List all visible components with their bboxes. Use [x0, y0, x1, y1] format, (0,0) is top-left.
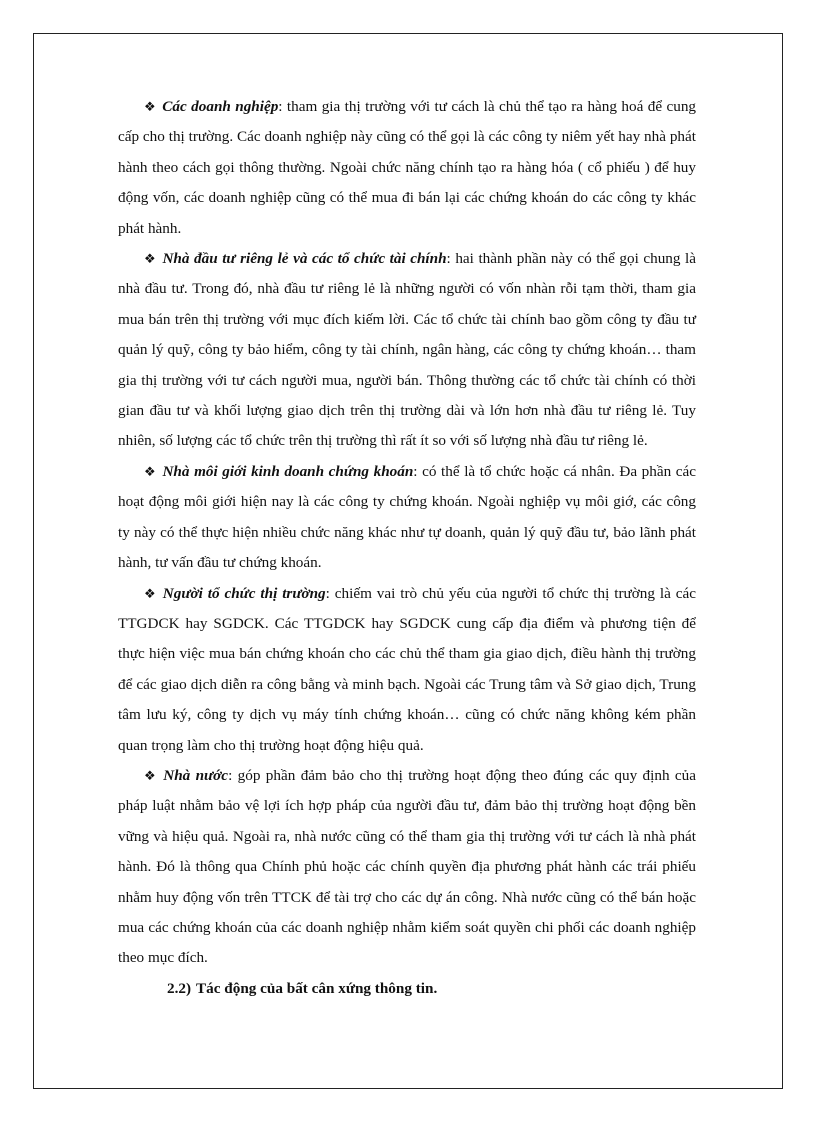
- section-period: .: [433, 979, 438, 997]
- paragraph-body: : có thể là tổ chức hoặc cá nhân. Đa phần các hoạt động môi giới hiện nay là các công ty chứng khoán. Ngoài nghiệp vụ môi giớ, các công ty này có thể thực hiện nhiều chức năng khác như tự doanh, quản lý quỹ đầu tư, bảo lãnh phát hành, tư vấn đầu tư chứng khoán.: [118, 462, 697, 572]
- paragraph-nha-nuoc: [118, 761, 696, 974]
- paragraph-lead: Người tổ chức thị trường: [162, 584, 326, 602]
- paragraph-to-chuc-thi-truong: [118, 579, 696, 761]
- paragraph-nha-dau-tu: [118, 244, 696, 457]
- paragraph-doanh-nghiep: [118, 92, 696, 244]
- section-number: 2.2): [167, 979, 192, 997]
- paragraph-lead: Các doanh nghiệp: [162, 98, 279, 115]
- paragraph-moi-gioi: [118, 457, 696, 579]
- paragraph-lead: Nhà môi giới kinh doanh chứng khoán: [162, 462, 414, 480]
- diamond-bullet-icon: ❖: [144, 767, 158, 783]
- paragraph-body: : hai thành phần này có thể gọi chung là nhà đầu tư. Trong đó, nhà đầu tư riêng lẻ là những người có vốn nhàn rỗi tạm thời, tham gia mua bán trên thị trường với mục đích kiếm lời. Các tổ chức tài chính bao gồm công ty đầu tư quản lý quỹ, công ty bảo hiểm, công ty tài chính, ngân hàng, các công ty chứng khoán… tham gia thị trường với tư cách người mua, người bán. Thông thường các tổ chức tài chính có thời gian đầu tư và khối lượng giao dịch trên thị trường dài và lớn hơn nhà đầu tư riêng lẻ. Tuy nhiên, số lượng các tổ chức trên thị trường thì rất ít so với số lượng nhà đầu tư riêng lẻ.: [118, 250, 697, 450]
- paragraph-lead: Nhà nước: [163, 766, 229, 784]
- diamond-bullet-icon: ❖: [144, 251, 157, 267]
- paragraph-body: : chiếm vai trò chủ yếu của người tổ chức thị trường là các TTGDCK hay SGDCK. Các TTGDCK hay SGDCK cung cấp địa điểm và phương tiện để thực hiện việc mua bán chứng khoán cho các chủ thể tham gia giao dịch, điều hành thị trường để các giao dịch diễn ra công bằng và minh bạch. Ngoài các Trung tâm và Sở giao dịch, Trung tâm lưu ký, công ty dịch vụ máy tính chứng khoán… cũng có chức năng không kém phần quan trọng làm cho thị trường hoạt động hiệu quả.: [118, 584, 696, 754]
- document-body: [118, 92, 696, 1004]
- section-heading: [118, 974, 696, 1004]
- diamond-bullet-icon: ❖: [144, 463, 157, 479]
- section-title: Tác động của bất cân xứng thông tin: [196, 979, 434, 997]
- paragraph-lead: Nhà đầu tư riêng lẻ và các tổ chức tài chính: [162, 250, 447, 268]
- diamond-bullet-icon: ❖: [144, 99, 157, 114]
- paragraph-body: : góp phần đảm bảo cho thị trường hoạt động theo đúng các quy định của pháp luật nhằm bảo vệ lợi ích hợp pháp của người đầu tư, đảm bảo thị trường hoạt động bền vững và hiệu quả. Ngoài ra, nhà nước cũng có thể tham gia thị trường với tư cách là nhà phát hành. Đó là thông qua Chính phủ hoặc các chính quyền địa phương phát hành các trái phiếu nhằm huy động vốn trên TTCK để tài trợ cho các dự án công. Nhà nước cũng có thể bán hoặc mua các chứng khoán của các doanh nghiệp nhằm kiểm soát quyền chi phối các doanh nghiệp theo mục đích.: [118, 766, 697, 967]
- diamond-bullet-icon: ❖: [144, 585, 157, 601]
- paragraph-body: : tham gia thị trường với tư cách là chủ thể tạo ra hàng hoá để cung cấp cho thị trường. Các doanh nghiệp này cũng có thể gọi là các công ty niêm yết hay nhà phát hành theo cách gọi thông thường. Ngoài chức năng chính tạo ra hàng hóa ( cổ phiếu ) để huy động vốn, các doanh nghiệp cũng có thể mua đi bán lại các chứng khoán do các công ty khác phát hành.: [118, 98, 697, 237]
